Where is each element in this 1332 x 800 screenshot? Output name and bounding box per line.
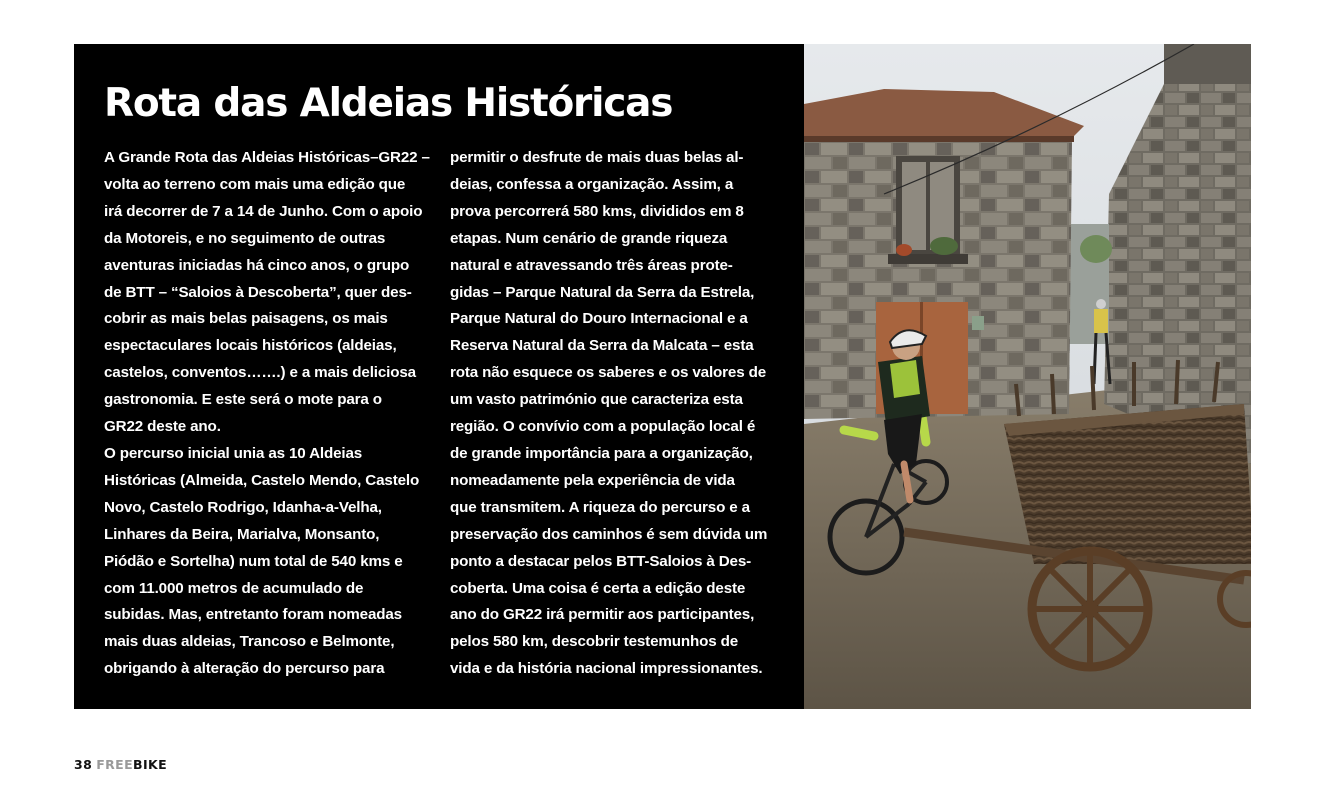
text-line: irá decorrer de 7 a 14 de Junho. Com o apoio [104, 202, 423, 220]
text-line: um vasto património que caracteriza esta [450, 391, 743, 409]
text-line: obrigando à alteração do percurso para [104, 660, 385, 678]
text-line: A Grande Rota das Aldeias Históricas–GR22 – [104, 149, 430, 166]
text-line: espectaculares locais históricos (aldeias, [104, 337, 397, 355]
text-line: Linhares da Beira, Marialva, Monsanto, [104, 525, 380, 543]
text-line: rota não esquece os saberes e os valores de [450, 364, 767, 382]
text-line: permitir o desfrute de mais duas belas al- [450, 149, 744, 166]
text-line: O percurso inicial unia as 10 Aldeias [104, 444, 363, 462]
article-column-2 [450, 145, 785, 683]
text-line: com 11.000 metros de acumulado de [104, 579, 364, 597]
article-title: Rota das Aldeias Históricas [104, 81, 673, 126]
text-line: etapas. Num cenário de grande riqueza [450, 229, 728, 247]
text-line: que transmitem. A riqueza do percurso e a [450, 498, 750, 516]
text-line: prova percorrerá 580 kms, divididos em 8 [450, 202, 744, 220]
text-line: região. O convívio com a população local é [450, 418, 756, 436]
text-line: ano do GR22 irá permitir aos participantes, [450, 606, 755, 624]
text-line: volta ao terreno com mais uma edição que [104, 175, 406, 193]
photo-illustration [804, 44, 1251, 709]
text-line: de BTT – “Saloios à Descoberta”, quer des- [104, 283, 412, 301]
article-column-1 [104, 145, 434, 683]
text-line: gidas – Parque Natural da Serra da Estrela, [450, 283, 755, 301]
brand-free: FREE [96, 757, 134, 772]
text-line: pelos 580 km, descobrir testemunhos de [450, 633, 739, 651]
text-line: Piódão e Sortelha) num total de 540 kms e [104, 552, 403, 570]
text-line: castelos, conventos…….) e a mais deliciosa [104, 364, 416, 382]
text-line: Novo, Castelo Rodrigo, Idanha-a-Velha, [104, 498, 382, 516]
text-line: Reserva Natural da Serra da Malcata – esta [450, 337, 754, 355]
text-line: da Motoreis, e no seguimento de outras [104, 229, 386, 247]
text-line: ponto a destacar pelos BTT-Saloios à Des- [450, 552, 752, 570]
text-line: subidas. Mas, entretanto foram nomeadas [104, 606, 402, 624]
text-line: Históricas (Almeida, Castelo Mendo, Castelo [104, 471, 420, 489]
village-cyclist-photo [804, 44, 1251, 709]
text-line: deias, confessa a organização. Assim, a [450, 175, 734, 193]
text-line: gastronomia. E este será o mote para o [104, 391, 382, 409]
text-line: preservação dos caminhos é sem dúvida um [450, 525, 768, 543]
text-line: GR22 deste ano. [104, 418, 221, 436]
text-line: cobrir as mais belas paisagens, os mais [104, 310, 388, 328]
brand-bike: BIKE [133, 757, 168, 772]
text-line: Parque Natural do Douro Internacional e a [450, 310, 748, 328]
text-line: mais duas aldeias, Trancoso e Belmonte, [104, 633, 395, 651]
text-line: de grande importância para a organização, [450, 444, 753, 462]
text-line: natural e atravessando três áreas prote- [450, 256, 733, 274]
page-number: 38 [74, 757, 93, 772]
text-line: vida e da história nacional impressionantes. [450, 660, 763, 678]
page-footer [74, 757, 167, 772]
text-line: aventuras iniciadas há cinco anos, o grupo [104, 256, 410, 274]
text-line: nomeadamente pela experiência de vida [450, 471, 735, 489]
text-line: coberta. Uma coisa é certa a edição deste [450, 579, 746, 597]
